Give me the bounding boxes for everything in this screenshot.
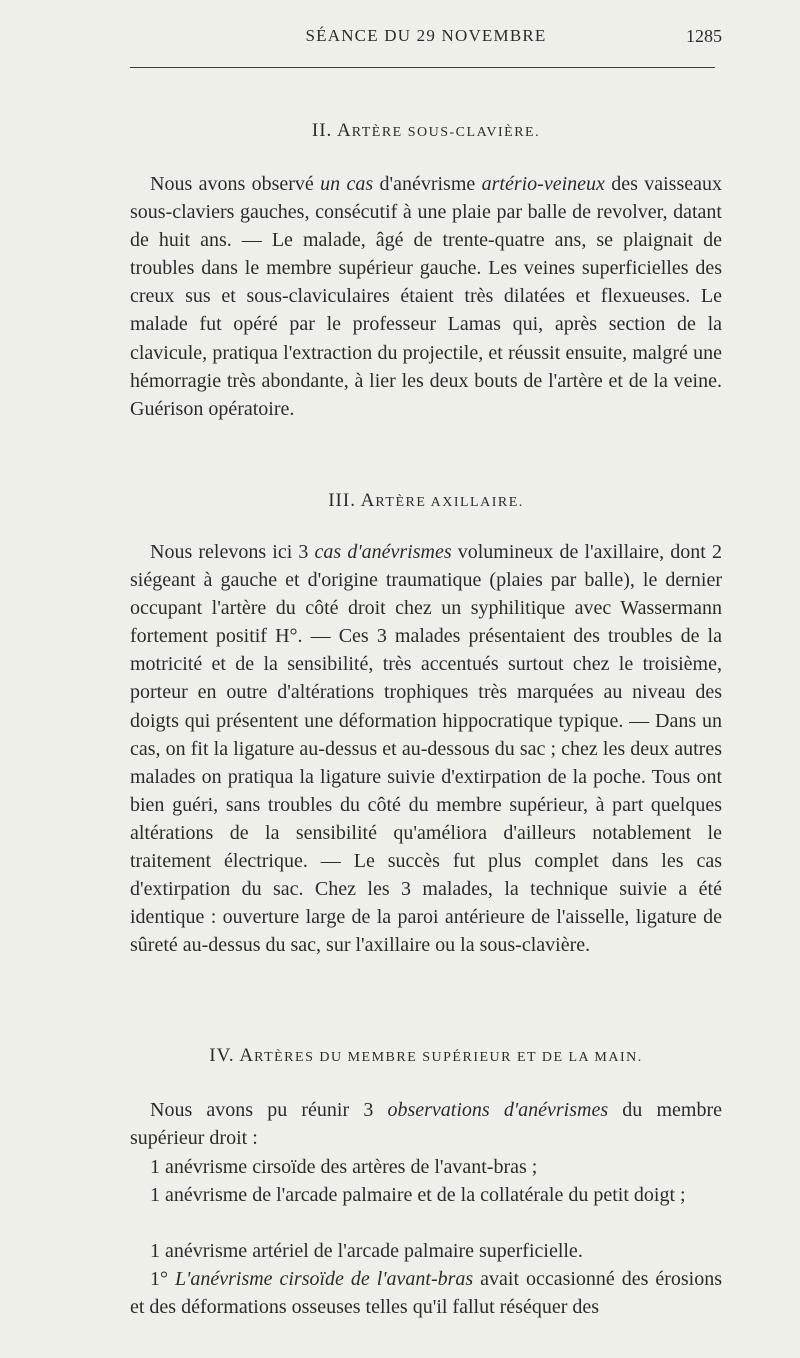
text-run: Nous avons pu réunir 3 <box>150 1099 388 1121</box>
section-title-rest: RTÈRES DU MEMBRE SUPÉRIEUR ET DE LA MAIN. <box>254 1050 643 1065</box>
section-title-initial: A <box>337 120 352 141</box>
text-run: Nous avons observé <box>150 173 321 195</box>
list-item: 1 anévrisme de l'arcade palmaire et de la collatérale du petit doigt ; <box>150 1184 686 1206</box>
italic-run: artério-veineux <box>481 173 605 195</box>
section-heading-iii <box>130 490 722 512</box>
header-rule <box>130 67 715 68</box>
section-title-initial: A <box>360 490 376 511</box>
text-run: avait occasionné des érosions et des déformations osseuses telles qu'il fallut réséquer des <box>130 1268 722 1319</box>
page-number: 1285 <box>686 26 722 46</box>
paragraph-axillary <box>130 538 722 959</box>
italic-run: un cas <box>320 173 374 195</box>
list-item: 1 anévrisme cirsoïde des artères de l'avant-bras ; <box>150 1156 538 1178</box>
paragraph-cirsoid <box>130 1265 722 1321</box>
italic-run: L'anévrisme cirsoïde de l'avant-bras <box>174 1268 474 1290</box>
text-run: des vaisseaux sous-claviers gauches, consécutif à une plaie par balle de revolver, datant de huit ans. — Le malade, âgé de trente-quatre ans, se plaignait de troubles dans le membre supérieur gauche. Les veines superficielles des creux sus et sous-claviculaires étaient très dilatées et flexueuses. Le malade fut opéré par le professeur Lamas qui, après section de la clavicule, pratiqua l'extraction du projectile, et réussit ensuite, malgré une hémorragie très abondante, à lier les deux bouts de l'artère et de la veine. Guérison opératoire. <box>130 173 722 420</box>
section-title-initial: A <box>239 1045 255 1066</box>
section-numeral: III. <box>328 490 356 511</box>
running-head <box>130 26 722 52</box>
running-title: SÉANCE DU 29 NOVEMBRE <box>305 26 547 45</box>
section-title-rest: RTÈRE SOUS-CLAVIÈRE. <box>351 125 541 140</box>
text-run: du membre supérieur droit : <box>130 1099 723 1150</box>
section-heading-iv <box>130 1045 722 1067</box>
text-run: volumineux de l'axillaire, dont 2 siégeant à gauche et d'origine traumatique (plaies par balle), le dernier occupant l'artère du côté droit chez un syphilitique avec Wassermann fortement positif H°. — Ces 3 malades présentaient des troubles de la motricité et de la sensibilité, très accentués surtout chez le troisième, porteur en outre d'altérations trophiques très marquées au niveau des doigts qui présentent une déformation hippocratique typique. — Dans un cas, on fit la ligature au-dessus et au-dessous du sac ; chez les deux autres malades on pratiqua la ligature suivie d'extirpation de la poche. Tous ont bien guéri, sans troubles du côté du membre supérieur, à part quelques altérations de la sensibilité qu'améliora d'ailleurs notablement le traitement électrique. — Le succès fut plus complet dans les cas d'extirpation du sac. Chez les 3 malades, la technique suivie a été identique : ouverture large de la paroi antérieure de l'aisselle, ligature de sûreté au-dessus du sac, sur l'axillaire ou la sous-clavière. <box>130 541 722 957</box>
section-numeral: II. <box>311 120 333 141</box>
paragraph-upper-limb-intro <box>130 1096 722 1152</box>
list-item: 1 anévrisme artériel de l'arcade palmaire superficielle. <box>150 1240 583 1262</box>
text-run: 1° <box>150 1268 175 1290</box>
paragraph-subclavian <box>130 170 722 423</box>
section-numeral: IV. <box>209 1045 235 1066</box>
text-run: Nous relevons ici 3 <box>150 541 315 563</box>
section-heading-ii <box>130 120 722 142</box>
italic-run: cas d'anévrismes <box>314 541 452 563</box>
text-run: d'anévrisme <box>373 173 482 195</box>
italic-run: observations d'anévrismes <box>387 1099 609 1121</box>
section-title-rest: RTÈRE AXILLAIRE. <box>375 495 524 510</box>
